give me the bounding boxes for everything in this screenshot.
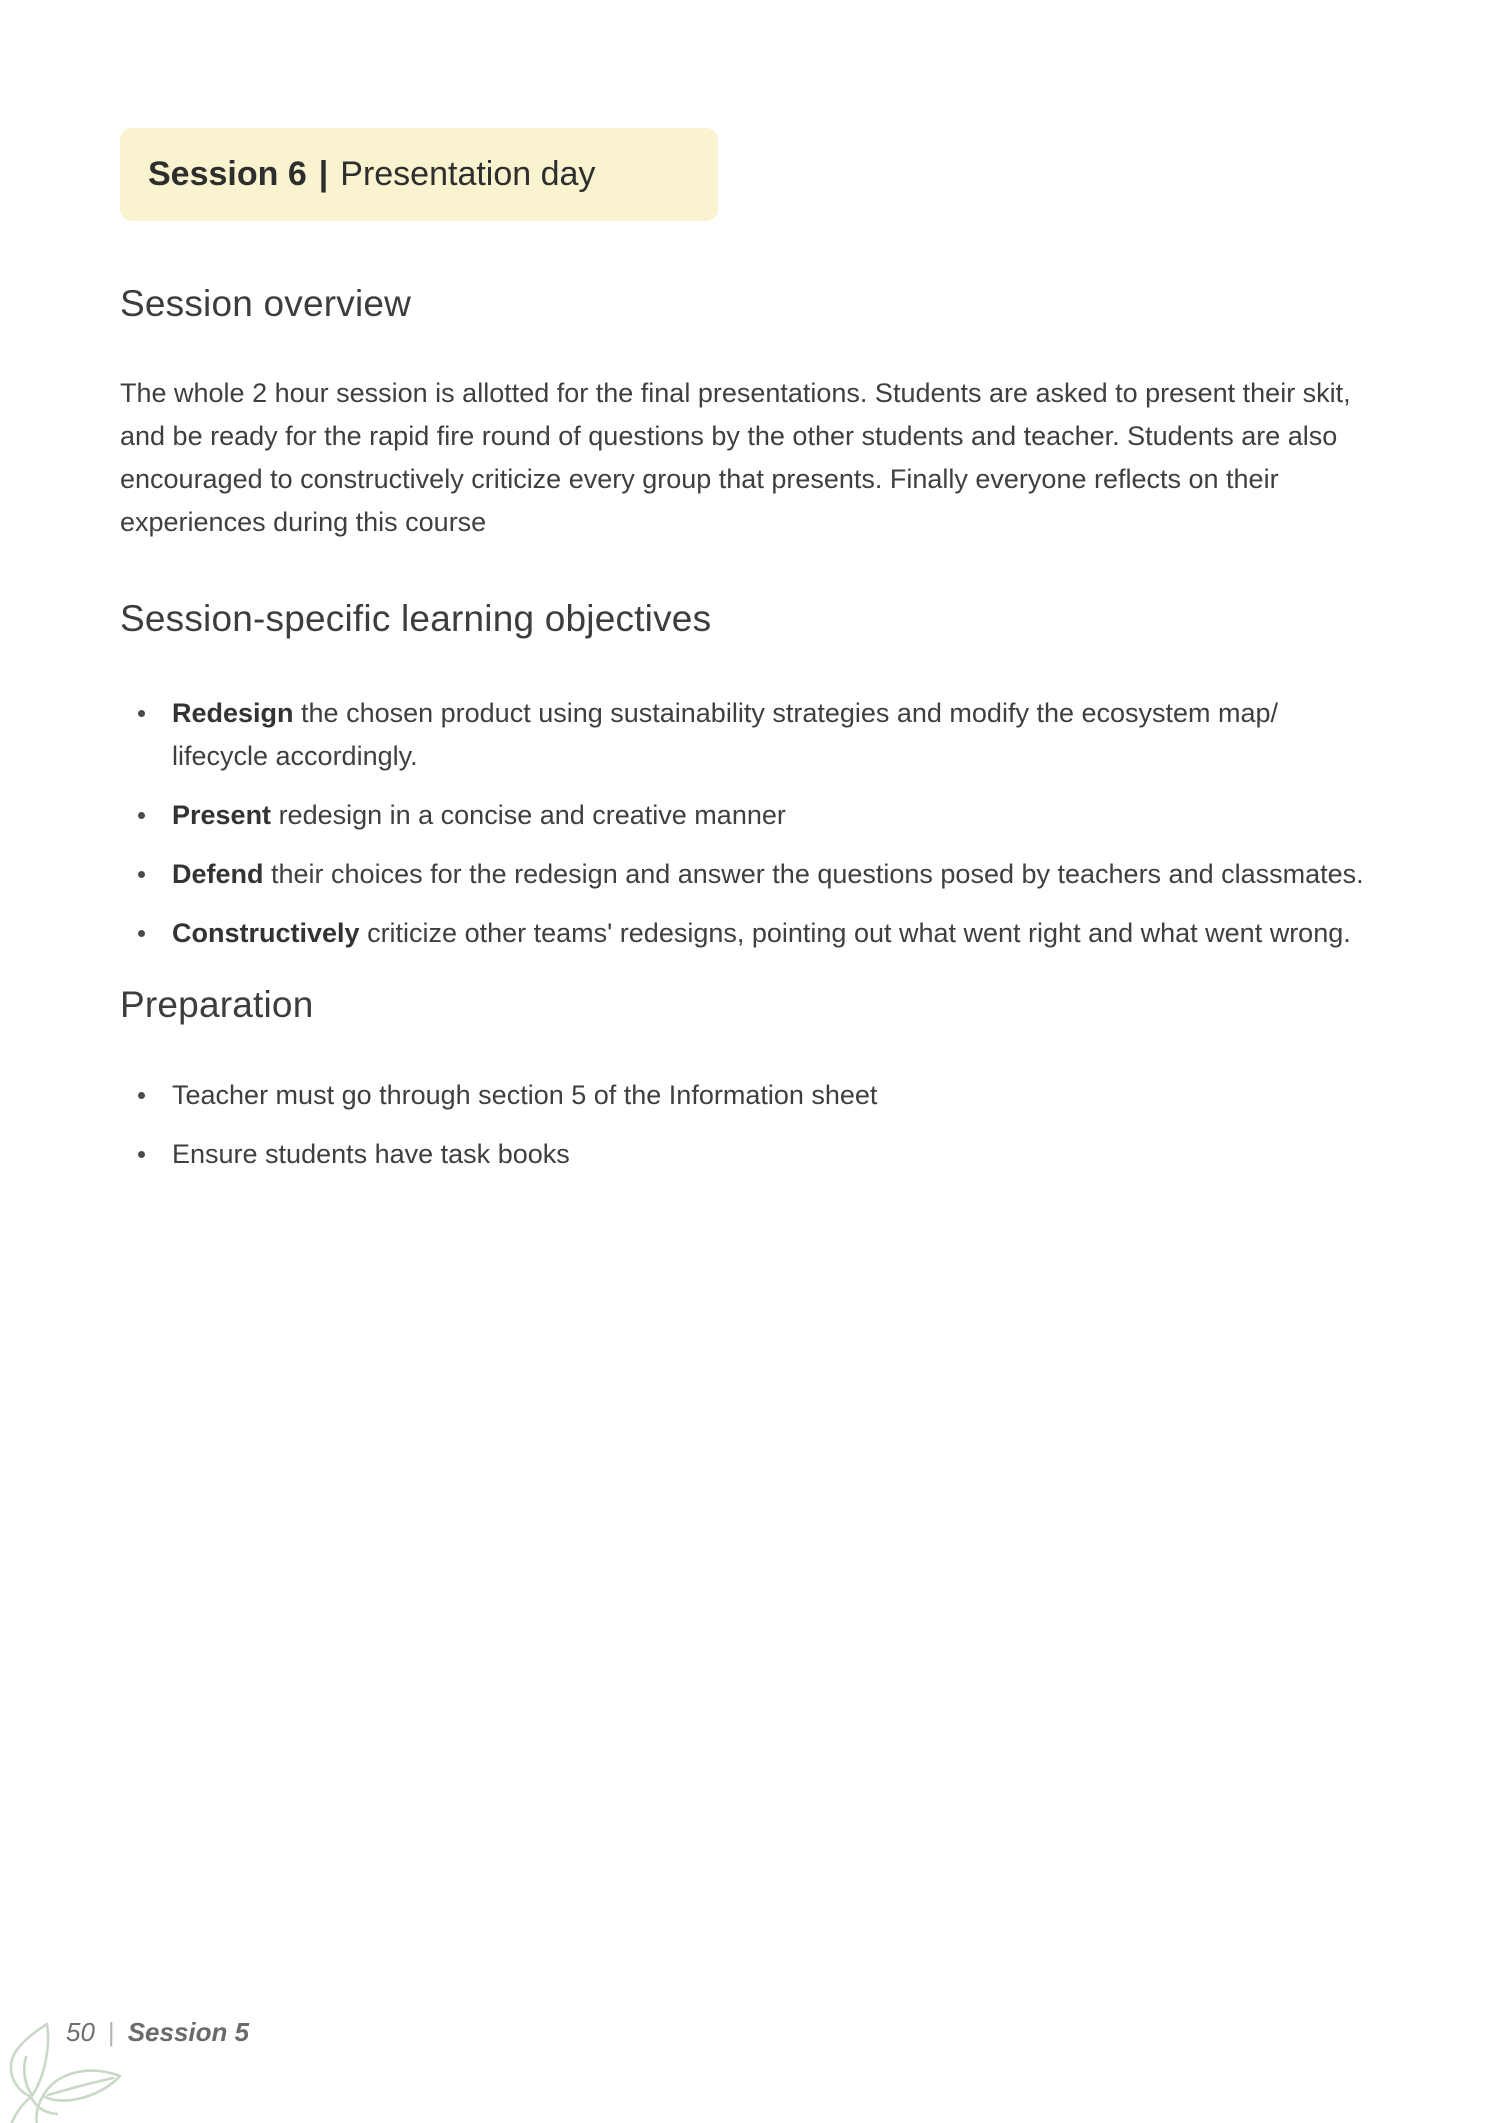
objective-lead-word: Present bbox=[172, 800, 272, 830]
objective-lead-word: Redesign bbox=[172, 698, 294, 728]
page-footer bbox=[0, 2013, 1500, 2123]
objective-text: criticize other teams' redesigns, pointing out what went right and what went wrong. bbox=[359, 918, 1351, 948]
objectives-heading: Session-specific learning objectives bbox=[120, 598, 712, 639]
preparation-text: Ensure students have task books bbox=[172, 1139, 570, 1169]
footer-separator: | bbox=[107, 2017, 115, 2047]
objectives-list bbox=[120, 692, 1375, 955]
footer-session-label: Session 5 bbox=[127, 2017, 250, 2047]
list-item bbox=[120, 1074, 1375, 1117]
session-title: Presentation day bbox=[340, 155, 596, 193]
bullet-icon bbox=[138, 812, 145, 819]
preparation-list bbox=[120, 1074, 1375, 1176]
bullet-icon bbox=[138, 930, 145, 937]
page-number: 50 bbox=[66, 2017, 95, 2047]
objective-lead-word: Defend bbox=[172, 859, 264, 889]
bullet-icon bbox=[138, 1151, 145, 1158]
bullet-icon bbox=[138, 871, 145, 878]
session-number-label: Session 6 bbox=[148, 155, 307, 193]
list-item bbox=[120, 853, 1375, 896]
list-item bbox=[120, 912, 1375, 955]
overview-paragraph: The whole 2 hour session is allotted for the final presentations. Students are asked to present their skit, and be ready for the rapid fire round of questions by the other students and teacher. Students are also encouraged to constructively criticize every group that presents. Finally everyone reflects on their experiences during this course bbox=[120, 378, 1351, 537]
list-item bbox=[120, 692, 1375, 778]
bullet-icon bbox=[138, 1092, 145, 1099]
footer-text bbox=[66, 2017, 249, 2048]
objective-text: the chosen product using sustainability strategies and modify the ecosystem map/ lifecycle accordingly. bbox=[172, 698, 1279, 771]
objective-text: their choices for the redesign and answer the questions posed by teachers and classmates. bbox=[263, 859, 1364, 889]
list-item bbox=[120, 794, 1375, 837]
preparation-text: Teacher must go through section 5 of the Information sheet bbox=[172, 1080, 878, 1110]
preparation-heading: Preparation bbox=[120, 984, 314, 1025]
objective-text: redesign in a concise and creative manner bbox=[271, 800, 786, 830]
banner-separator: | bbox=[318, 155, 329, 193]
list-item bbox=[120, 1133, 1375, 1176]
objective-lead-word: Constructively bbox=[172, 918, 360, 948]
session-banner bbox=[120, 128, 718, 221]
overview-heading: Session overview bbox=[120, 283, 412, 324]
bullet-icon bbox=[138, 710, 145, 717]
